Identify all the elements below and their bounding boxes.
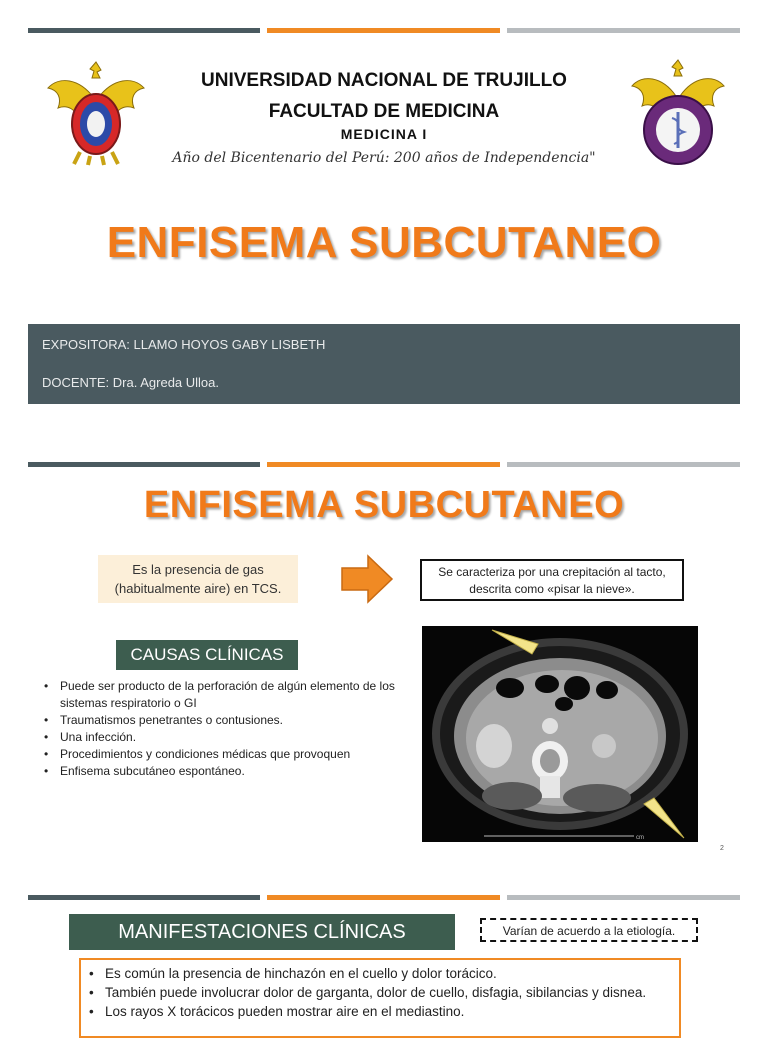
right-arrow-icon: [340, 554, 394, 604]
presenter-line: EXPOSITORA: LLAMO HOYOS GABY LISBETH: [42, 337, 326, 352]
characteristic-line-1: Se caracteriza por una crepitación al tacto,: [438, 565, 666, 579]
top-rule-gray: [507, 28, 740, 33]
list-item: • Es común la presencia de hinchazón en el cuello y dolor torácico.: [89, 964, 679, 983]
list-item: • Procedimientos y condiciones médicas que provoquen: [44, 746, 404, 763]
characteristic-line-2: descrita como «pisar la nieve».: [469, 582, 635, 596]
motto: Año del Bicentenario del Perú: 200 años de Independencia": [172, 150, 596, 166]
top-rule-orange: [267, 895, 500, 900]
list-item: • Enfisema subcutáneo espontáneo.: [44, 763, 404, 780]
presenter-band: [28, 324, 740, 404]
list-item: • Puede ser producto de la perforación de algún elemento de los sistemas respiratorio o GI: [44, 678, 404, 712]
causes-list: [44, 678, 404, 780]
top-rule-orange: [267, 462, 500, 467]
teacher-line: DOCENTE: Dra. Agreda Ulloa.: [42, 375, 220, 390]
slide-title: ENFISEMA SUBCUTANEO: [143, 484, 625, 526]
etiology-note: Varían de acuerdo a la etiología.: [480, 918, 698, 942]
definition-line-1: Es la presencia de gas: [132, 562, 264, 577]
definition-line-2: (habitualmente aire) en TCS.: [114, 581, 282, 596]
cover-title: ENFISEMA SUBCUTANEO: [106, 218, 662, 267]
scale-unit: cm: [636, 835, 644, 841]
list-item: • También puede involucrar dolor de garganta, dolor de cuello, disfagia, sibilancias y disnea.: [89, 983, 679, 1002]
manifestations-heading: MANIFESTACIONES CLÍNICAS: [69, 914, 455, 950]
top-rule-orange: [267, 28, 500, 33]
definition-box: [98, 555, 298, 603]
faculty-name: FACULTAD DE MEDICINA: [268, 101, 500, 122]
top-rule-dark: [28, 462, 260, 467]
list-item: • Traumatismos penetrantes o contusiones.: [44, 712, 404, 729]
list-item: • Los rayos X torácicos pueden mostrar aire en el mediastino.: [89, 1002, 679, 1021]
causes-heading: CAUSAS CLÍNICAS: [116, 640, 298, 670]
page-number: 2: [720, 845, 724, 852]
manifestations-list: [81, 960, 679, 1021]
ct-scan-image: [422, 626, 698, 842]
course-name: MEDICINA I: [340, 126, 428, 142]
characteristic-box: [420, 559, 684, 601]
manifestations-box: [79, 958, 681, 1038]
top-rule-gray: [507, 462, 740, 467]
university-name: UNIVERSIDAD NACIONAL DE TRUJILLO: [201, 70, 567, 91]
list-item: • Una infección.: [44, 729, 404, 746]
top-rule-dark: [28, 28, 260, 33]
top-rule-gray: [507, 895, 740, 900]
top-rule-dark: [28, 895, 260, 900]
ct-scan-drawing: [422, 626, 698, 842]
